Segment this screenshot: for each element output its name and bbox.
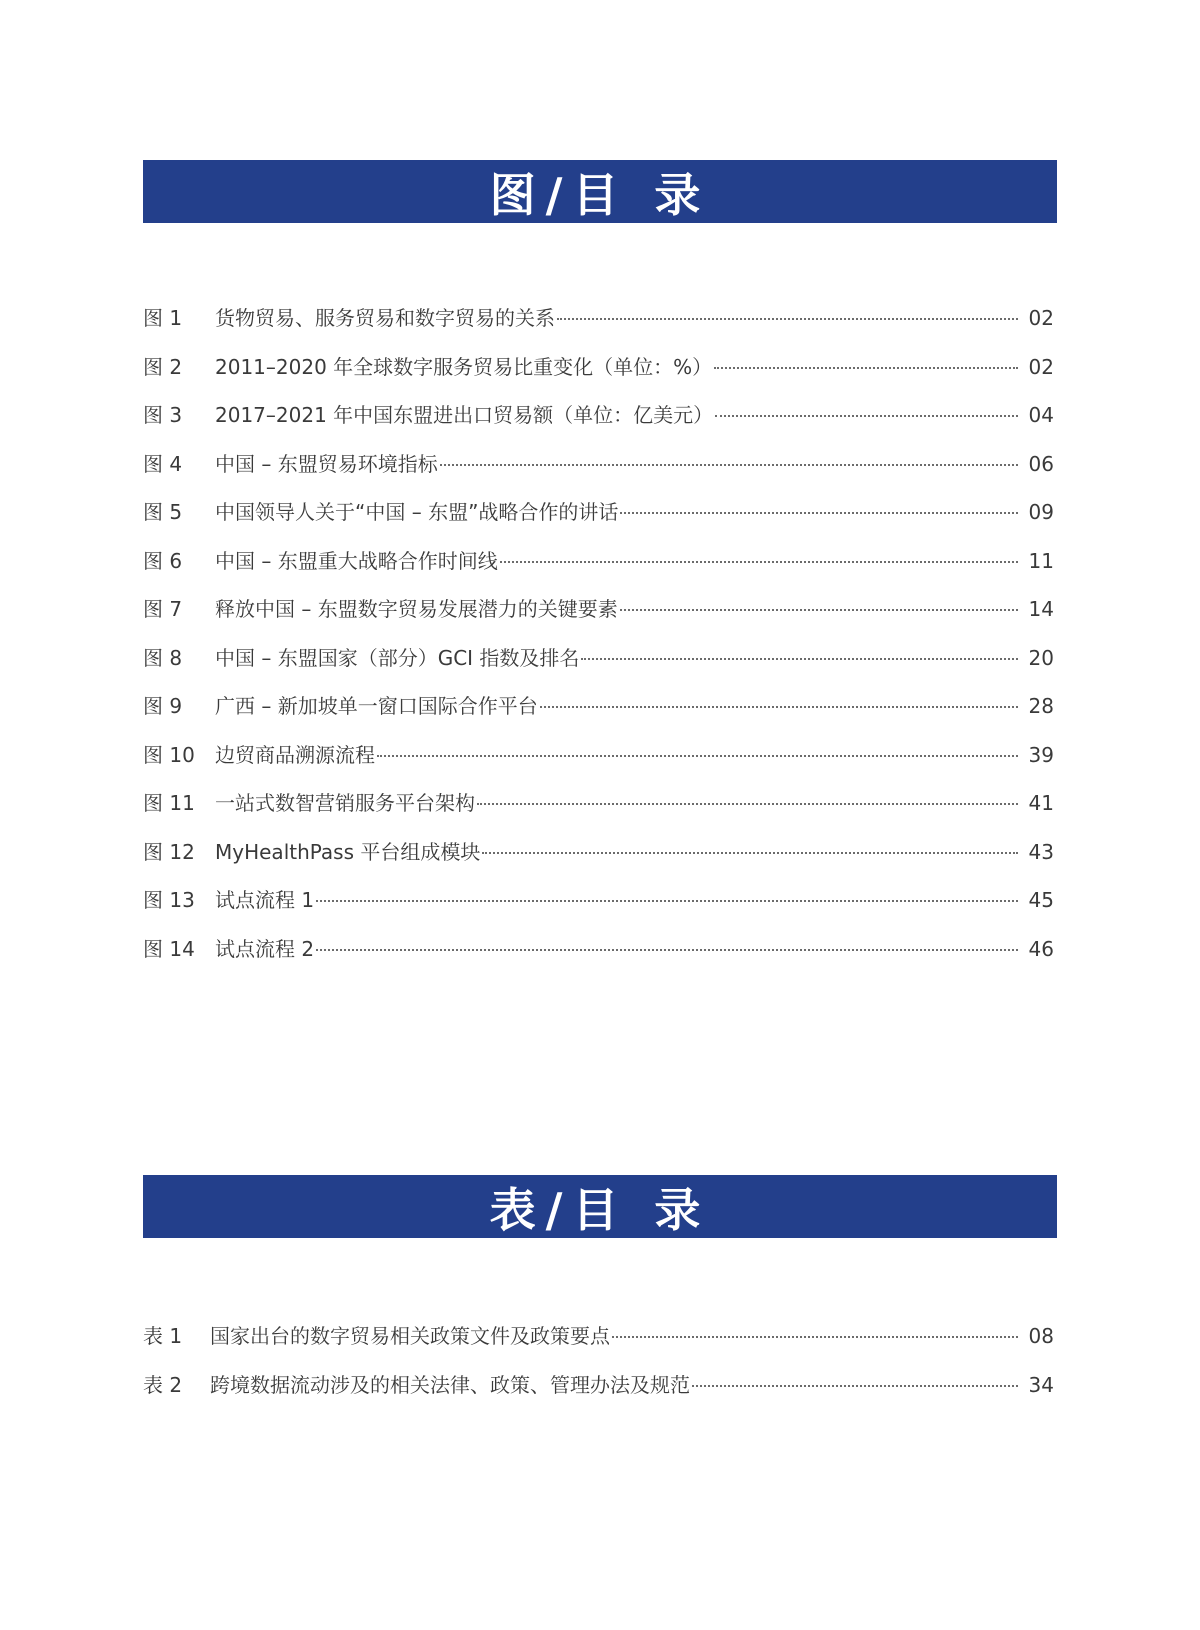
dot-leader <box>581 658 1018 660</box>
toc-entry-label: 图 3 <box>143 403 183 427</box>
toc-entry[interactable] <box>143 448 1054 497</box>
toc-entry-title: 中国 – 东盟贸易环境指标 <box>215 451 438 476</box>
toc-entry-label: 图 9 <box>143 694 183 718</box>
toc-entry-page: 43 <box>1028 839 1054 864</box>
dot-leader <box>620 512 1018 514</box>
toc-entry-page: 08 <box>1028 1324 1054 1348</box>
toc-entry-page: 11 <box>1028 548 1054 573</box>
toc-entry-title: 释放中国 – 东盟数字贸易发展潜力的关键要素 <box>215 597 618 621</box>
dot-leader <box>316 900 1018 902</box>
toc-entry-title: 边贸商品溯源流程 <box>215 742 375 767</box>
toc-entry-title: MyHealthPass 平台组成模块 <box>215 839 481 864</box>
toc-entry-label: 图 10 <box>143 742 195 767</box>
figures-toc-list <box>143 302 1054 981</box>
dot-leader <box>715 415 1018 417</box>
toc-entry[interactable] <box>143 836 1054 885</box>
toc-entry[interactable] <box>143 593 1054 642</box>
toc-entry[interactable] <box>143 351 1054 400</box>
toc-entry[interactable] <box>143 787 1054 836</box>
toc-entry-title: 货物贸易、服务贸易和数字贸易的关系 <box>215 306 555 330</box>
toc-entry-title: 2017–2021 年中国东盟进出口贸易额（单位：亿美元） <box>215 403 714 427</box>
tables-toc-list <box>143 1320 1054 1417</box>
toc-entry[interactable] <box>143 302 1054 351</box>
toc-entry-label: 图 14 <box>143 936 195 961</box>
toc-entry[interactable] <box>143 1369 1054 1418</box>
toc-entry[interactable] <box>143 739 1054 788</box>
figures-heading: 图/目 录 <box>489 167 711 222</box>
dot-leader <box>316 949 1018 951</box>
toc-entry-label: 图 13 <box>143 888 195 912</box>
toc-entry-page: 41 <box>1028 791 1054 815</box>
toc-entry[interactable] <box>143 884 1054 933</box>
toc-entry-label: 图 6 <box>143 548 183 573</box>
toc-entry-label: 图 4 <box>143 451 183 476</box>
toc-entry-page: 09 <box>1028 500 1054 524</box>
toc-entry-title: 中国领导人关于“中国 – 东盟”战略合作的讲话 <box>215 500 619 524</box>
toc-entry-label: 图 5 <box>143 500 183 524</box>
toc-entry-label: 图 2 <box>143 354 183 379</box>
toc-entry-title: 试点流程 2 <box>215 936 315 961</box>
toc-entry-title: 中国 – 东盟重大战略合作时间线 <box>215 548 498 573</box>
toc-entry[interactable] <box>143 1320 1054 1369</box>
toc-entry-page: 02 <box>1028 354 1054 379</box>
toc-entry[interactable] <box>143 399 1054 448</box>
dot-leader <box>557 318 1018 320</box>
toc-entry-label: 图 8 <box>143 645 183 670</box>
tables-heading: 表/目 录 <box>489 1182 711 1237</box>
toc-entry[interactable] <box>143 642 1054 691</box>
toc-entry-page: 20 <box>1028 645 1054 670</box>
dot-leader <box>692 1385 1018 1387</box>
toc-entry-title: 2011–2020 年全球数字服务贸易比重变化（单位：%） <box>215 354 713 379</box>
dot-leader <box>714 367 1018 369</box>
toc-entry-page: 46 <box>1028 936 1054 961</box>
toc-entry-label: 图 1 <box>143 306 183 330</box>
toc-entry-title: 试点流程 1 <box>215 888 315 912</box>
toc-entry-page: 02 <box>1028 306 1054 330</box>
toc-entry-label: 表 2 <box>143 1372 183 1397</box>
dot-leader <box>500 561 1018 563</box>
toc-entry-page: 04 <box>1028 403 1054 427</box>
toc-entry-page: 45 <box>1028 888 1054 912</box>
toc-entry-title: 中国 – 东盟国家（部分）GCI 指数及排名 <box>215 645 580 670</box>
dot-leader <box>620 609 1018 611</box>
toc-entry-label: 表 1 <box>143 1324 183 1348</box>
toc-entry-label: 图 7 <box>143 597 183 621</box>
dot-leader <box>540 706 1018 708</box>
dot-leader <box>482 852 1018 854</box>
toc-entry-title: 跨境数据流动涉及的相关法律、政策、管理办法及规范 <box>210 1372 690 1397</box>
toc-entry-page: 39 <box>1028 742 1054 767</box>
toc-entry[interactable] <box>143 933 1054 982</box>
toc-entry-page: 14 <box>1028 597 1054 621</box>
toc-entry-page: 28 <box>1028 694 1054 718</box>
dot-leader <box>377 755 1018 757</box>
dot-leader <box>440 464 1018 466</box>
tables-heading-banner <box>143 1175 1057 1238</box>
toc-entry-page: 06 <box>1028 451 1054 476</box>
dot-leader <box>612 1336 1018 1338</box>
toc-entry[interactable] <box>143 545 1054 594</box>
toc-entry-label: 图 11 <box>143 791 195 815</box>
figures-heading-banner <box>143 160 1057 223</box>
toc-entry[interactable] <box>143 690 1054 739</box>
toc-entry-title: 国家出台的数字贸易相关政策文件及政策要点 <box>210 1324 610 1348</box>
toc-entry-title: 广西 – 新加坡单一窗口国际合作平台 <box>215 694 538 718</box>
toc-entry-title: 一站式数智营销服务平台架构 <box>215 791 475 815</box>
dot-leader <box>477 803 1018 805</box>
toc-entry-page: 34 <box>1028 1372 1054 1397</box>
toc-entry-label: 图 12 <box>143 839 195 864</box>
toc-entry[interactable] <box>143 496 1054 545</box>
